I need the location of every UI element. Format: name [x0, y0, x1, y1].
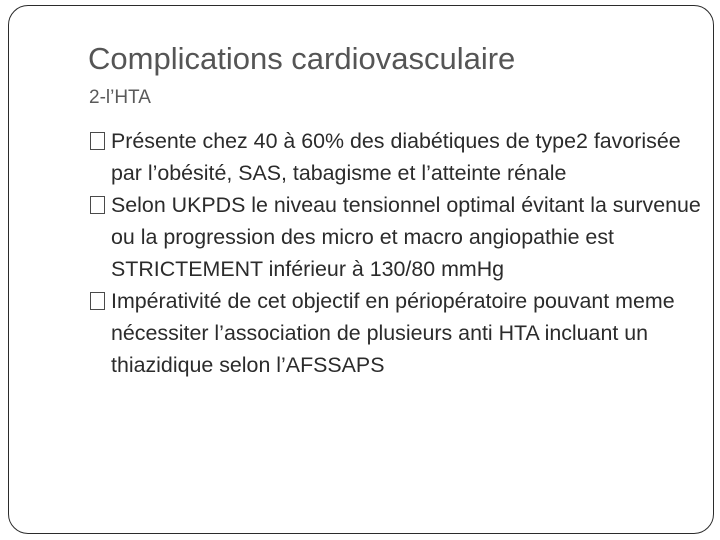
bullet-item	[90, 285, 710, 381]
slide-subtitle: 2-l’HTA	[89, 87, 151, 108]
bullet-item	[90, 125, 710, 189]
bullet-list	[90, 125, 710, 381]
square-bullet-icon	[90, 196, 105, 214]
bullet-text: Impérativité de cet objectif en périopératoire pouvant meme nécessiter l’association de plusieurs anti HTA incluant un thiazidique selon l’AFSSAPS	[111, 289, 675, 377]
bullet-text: Présente chez 40 à 60% des diabétiques de type2 favorisée par l’obésité, SAS, tabagisme et l’atteinte rénale	[111, 129, 681, 185]
square-bullet-icon	[90, 292, 105, 310]
bullet-text: Selon UKPDS le niveau tensionnel optimal évitant la survenue ou la progression des micro et macro angiopathie est STRICTEMENT inférieur à 130/80 mmHg	[111, 193, 701, 281]
bullet-item	[90, 189, 710, 285]
square-bullet-icon	[90, 132, 105, 150]
slide-frame	[8, 5, 714, 534]
slide-title: Complications cardiovasculaire	[88, 41, 516, 76]
